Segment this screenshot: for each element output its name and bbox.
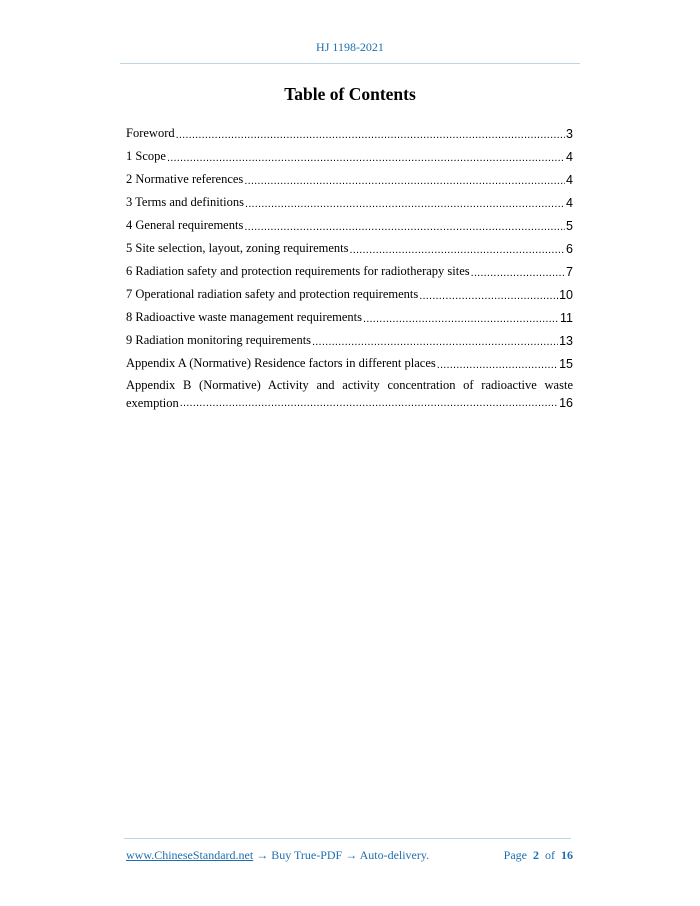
toc-entry-title-tail: exemption <box>126 396 179 410</box>
table-of-contents <box>126 118 573 412</box>
page-title: Table of Contents <box>284 84 416 104</box>
dot-leader <box>312 336 558 348</box>
footer-divider <box>124 838 571 839</box>
page-indicator <box>504 848 573 863</box>
footer-promo <box>126 848 429 863</box>
dot-leader <box>350 244 566 256</box>
toc-entry-appendix-a[interactable] <box>126 348 573 371</box>
toc-entry-general-requirements[interactable] <box>126 210 573 233</box>
toc-entry-scope[interactable] <box>126 141 573 164</box>
toc-entry-page: 3 <box>566 127 573 141</box>
toc-entry-page: 15 <box>559 357 573 371</box>
toc-entry-appendix-b[interactable] <box>126 371 573 412</box>
dot-leader <box>180 394 558 412</box>
promo-text: → Buy True-PDF → Auto-delivery. <box>253 848 430 862</box>
dot-leader <box>419 290 558 302</box>
toc-entry-title: 9 Radiation monitoring requirements <box>126 333 312 347</box>
toc-entry-title: 4 General requirements <box>126 218 244 232</box>
toc-entry-title: 6 Radiation safety and protection requirements for radiotherapy sites <box>126 264 470 278</box>
document-code: HJ 1198-2021 <box>316 40 384 54</box>
toc-entry-title: Appendix A (Normative) Residence factors in different places <box>126 356 436 370</box>
toc-entry-waste-management[interactable] <box>126 302 573 325</box>
toc-entry-normative-references[interactable] <box>126 164 573 187</box>
dot-leader <box>363 313 559 325</box>
toc-entry-foreword[interactable] <box>126 118 573 141</box>
running-header <box>0 40 700 55</box>
toc-entry-page: 13 <box>559 334 573 348</box>
toc-entry-page: 11 <box>560 311 573 325</box>
toc-entry-page: 4 <box>566 173 573 187</box>
toc-entry-title: 8 Radioactive waste management requirements <box>126 310 363 324</box>
dot-leader <box>176 129 565 141</box>
dot-leader <box>471 267 565 279</box>
header-divider <box>120 63 580 64</box>
toc-entry-title: 3 Terms and definitions <box>126 195 244 209</box>
toc-entry-site-selection[interactable] <box>126 233 573 256</box>
toc-entry-title: Appendix B (Normative) Activity and activity concentration of radioactive waste <box>126 378 573 392</box>
toc-entry-page: 5 <box>566 219 573 233</box>
dot-leader <box>167 152 565 164</box>
page-current: 2 <box>533 848 539 862</box>
toc-entry-title: 2 Normative references <box>126 172 244 186</box>
toc-entry-title: 7 Operational radiation safety and protection requirements <box>126 287 419 301</box>
dot-leader <box>244 175 565 187</box>
toc-entry-title: Foreword <box>126 126 175 140</box>
toc-entry-title-continued <box>126 394 573 412</box>
toc-entry-page: 4 <box>566 196 573 210</box>
dot-leader <box>244 221 565 233</box>
toc-entry-title: 5 Site selection, layout, zoning requirements <box>126 241 349 255</box>
toc-entry-radiation-monitoring[interactable] <box>126 325 573 348</box>
page-total: 16 <box>561 848 573 862</box>
toc-entry-page: 16 <box>559 396 573 410</box>
site-link[interactable]: www.ChineseStandard.net <box>126 848 254 862</box>
dot-leader <box>437 359 558 371</box>
toc-entry-radiotherapy-sites[interactable] <box>126 256 573 279</box>
toc-entry-terms-definitions[interactable] <box>126 187 573 210</box>
toc-entry-page: 4 <box>566 150 573 164</box>
toc-entry-page: 7 <box>566 265 573 279</box>
toc-entry-title: 1 Scope <box>126 149 166 163</box>
toc-entry-page: 6 <box>566 242 573 256</box>
toc-entry-page: 10 <box>559 288 573 302</box>
page-of-label: of <box>545 848 555 862</box>
dot-leader <box>245 198 565 210</box>
page-footer <box>126 848 573 863</box>
toc-entry-operational-safety[interactable] <box>126 279 573 302</box>
page-label: Page <box>503 848 527 862</box>
